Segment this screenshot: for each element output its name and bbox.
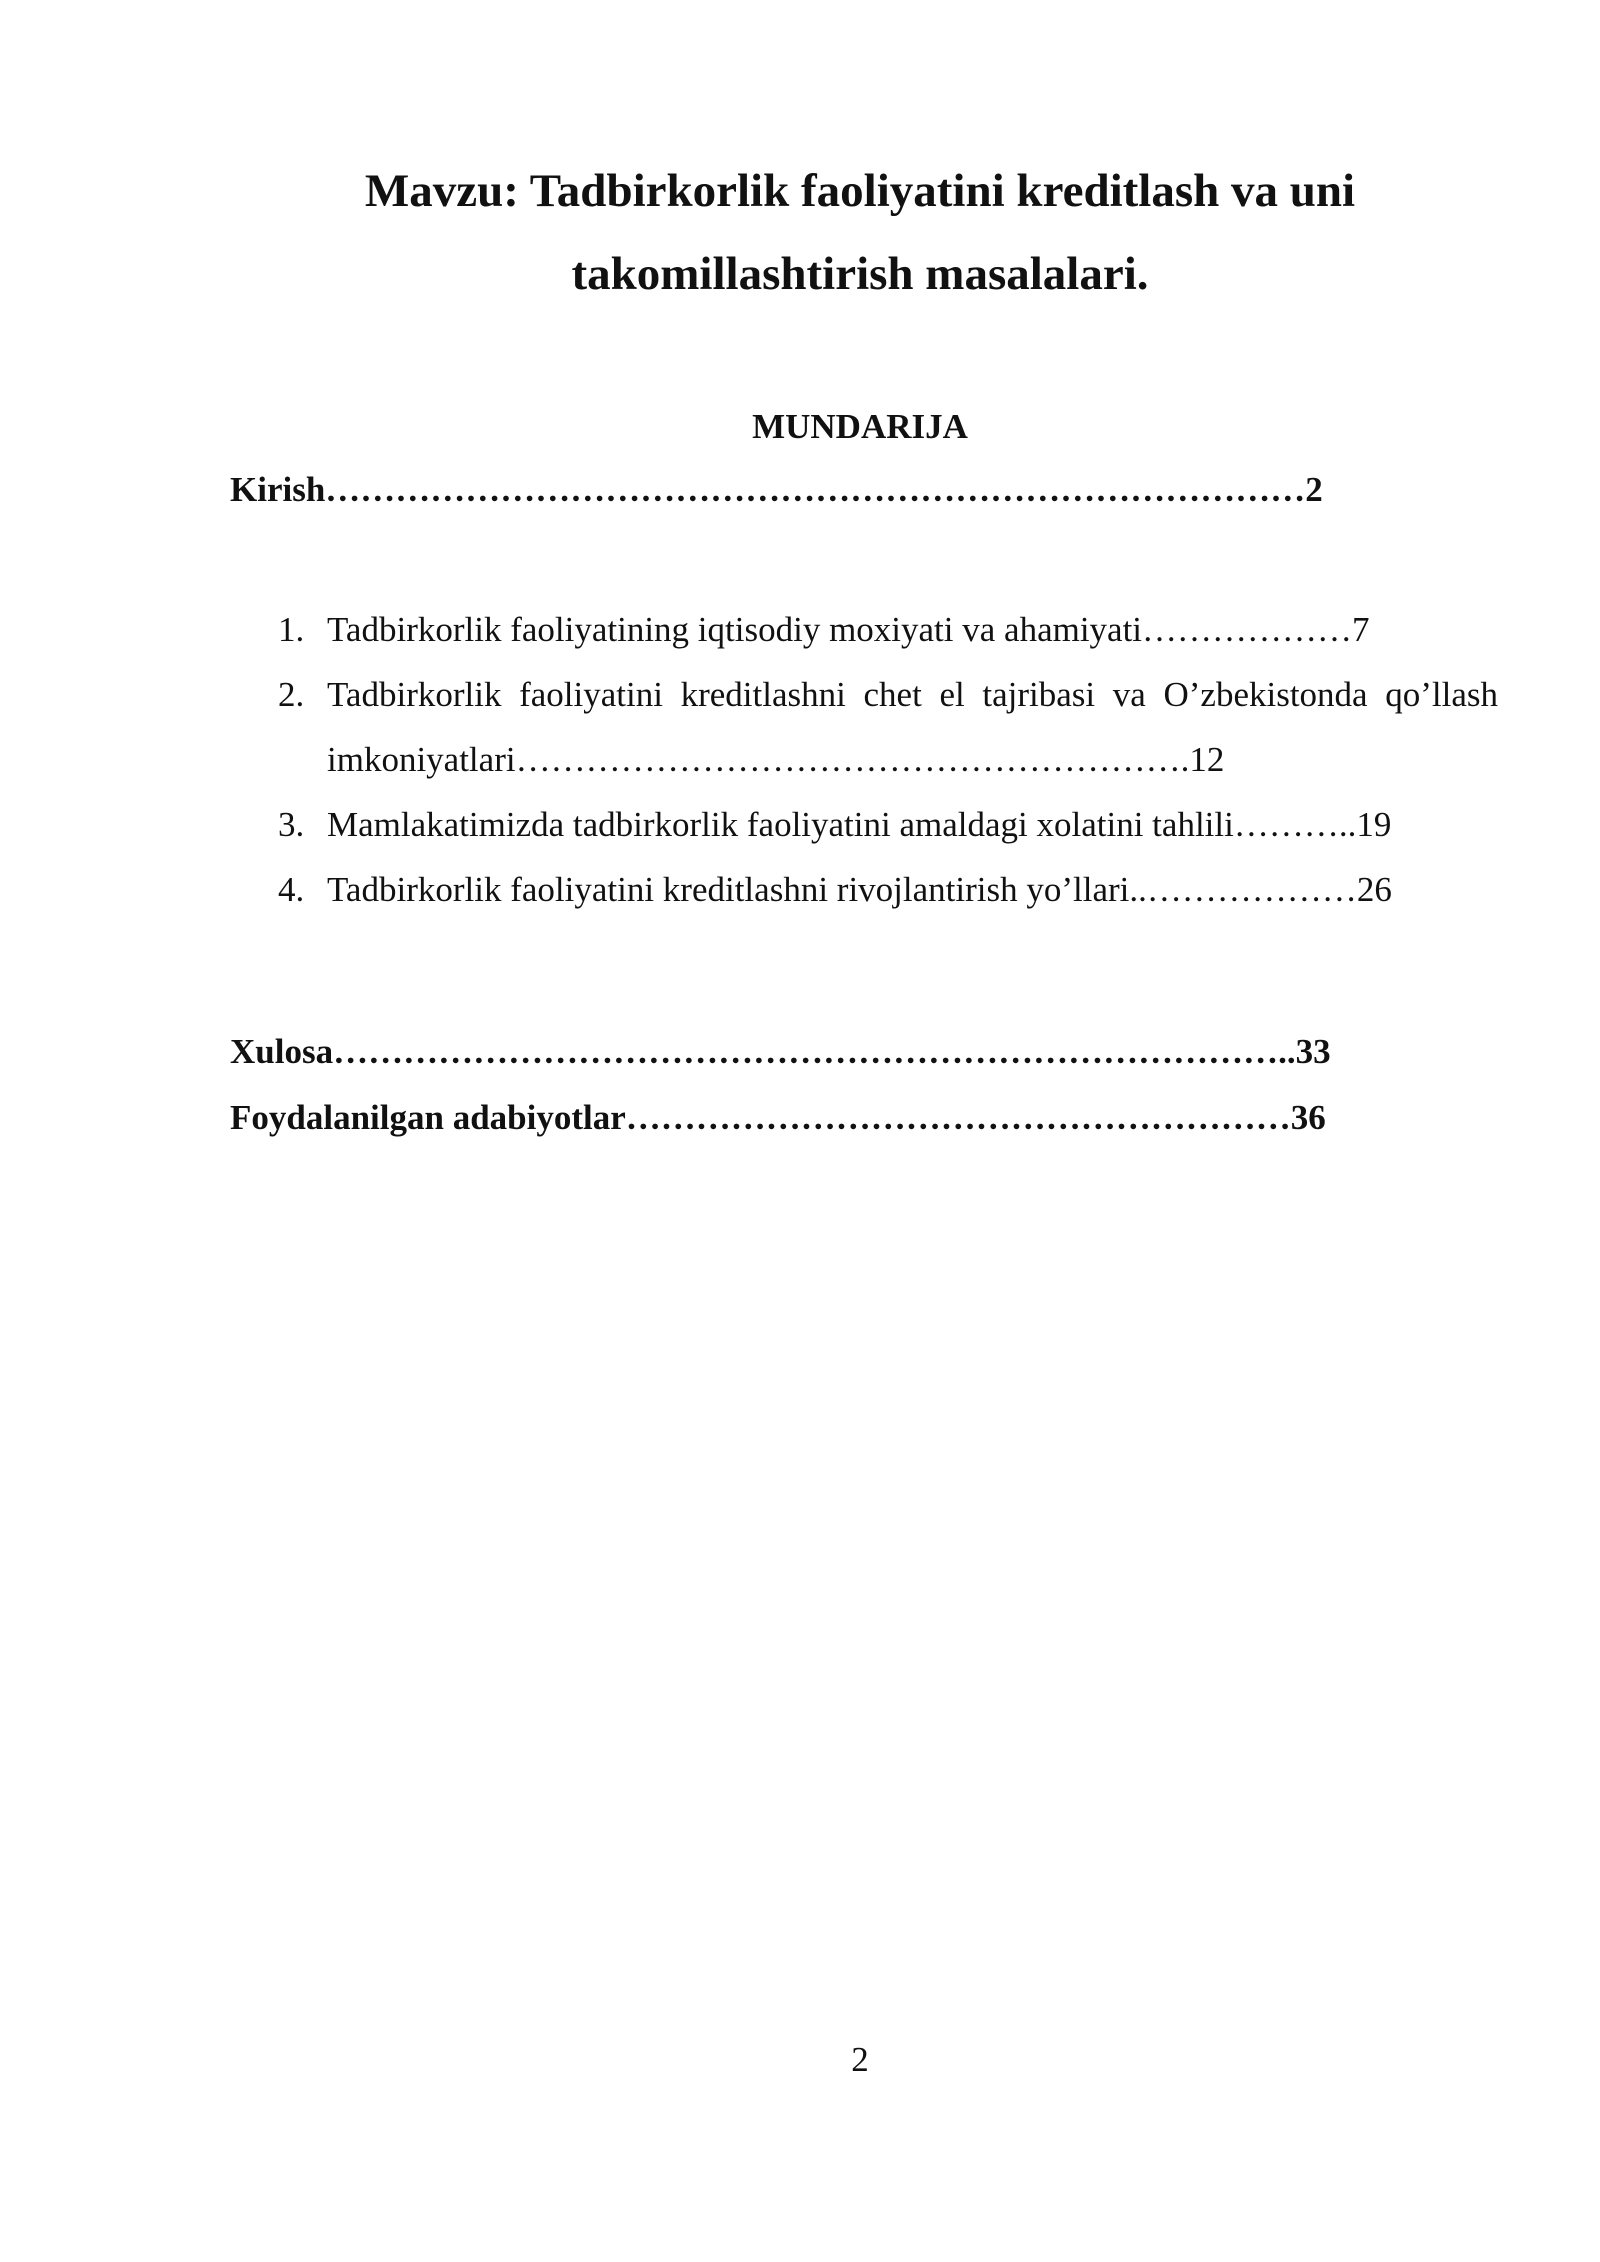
toc-entry-references: Foydalanilgan adabiyotlar…………………………………………………36 [230, 1098, 1326, 1137]
toc-section-item [270, 662, 1498, 792]
toc-section-title: Tadbirkorlik faoliyatini kreditlashni rivojlantirish yo’llari..………………26 [327, 870, 1392, 909]
toc-section-list [270, 597, 1498, 922]
title-line-1: Mavzu: Tadbirkorlik faoliyatini kreditlash va uni [364, 165, 1356, 217]
toc-section-title: Tadbirkorlik faoliyatining iqtisodiy moxiyati va ahamiyati………………7 [327, 610, 1370, 649]
toc-heading: MUNDARIJA [752, 407, 968, 446]
toc-section-item [270, 597, 1498, 662]
document-title [230, 150, 1490, 316]
toc-section-title: Tadbirkorlik faoliyatini kreditlashni chet el tajribasi va O’zbekistonda qo’llash imkoniyatlari………………………………………………….12 [327, 675, 1498, 779]
toc-section-item [270, 792, 1498, 857]
toc-section-number: 3. [278, 805, 305, 844]
toc-entry-conclusion: Xulosa………………………………………………………………………..33 [230, 1032, 1331, 1071]
page-number: 2 [851, 2040, 869, 2079]
toc-section-number: 2. [278, 675, 305, 714]
toc-entry-intro: Kirish…………………………………………………………………………2 [230, 470, 1323, 509]
toc-section-title: Mamlakatimizda tadbirkorlik faoliyatini amaldagi xolatini tahlili………..19 [327, 805, 1392, 844]
toc-section-number: 4. [278, 870, 305, 909]
toc-section-number: 1. [278, 610, 305, 649]
toc-section-item [270, 857, 1498, 922]
title-line-2: takomillashtirish masalalari. [571, 248, 1149, 300]
